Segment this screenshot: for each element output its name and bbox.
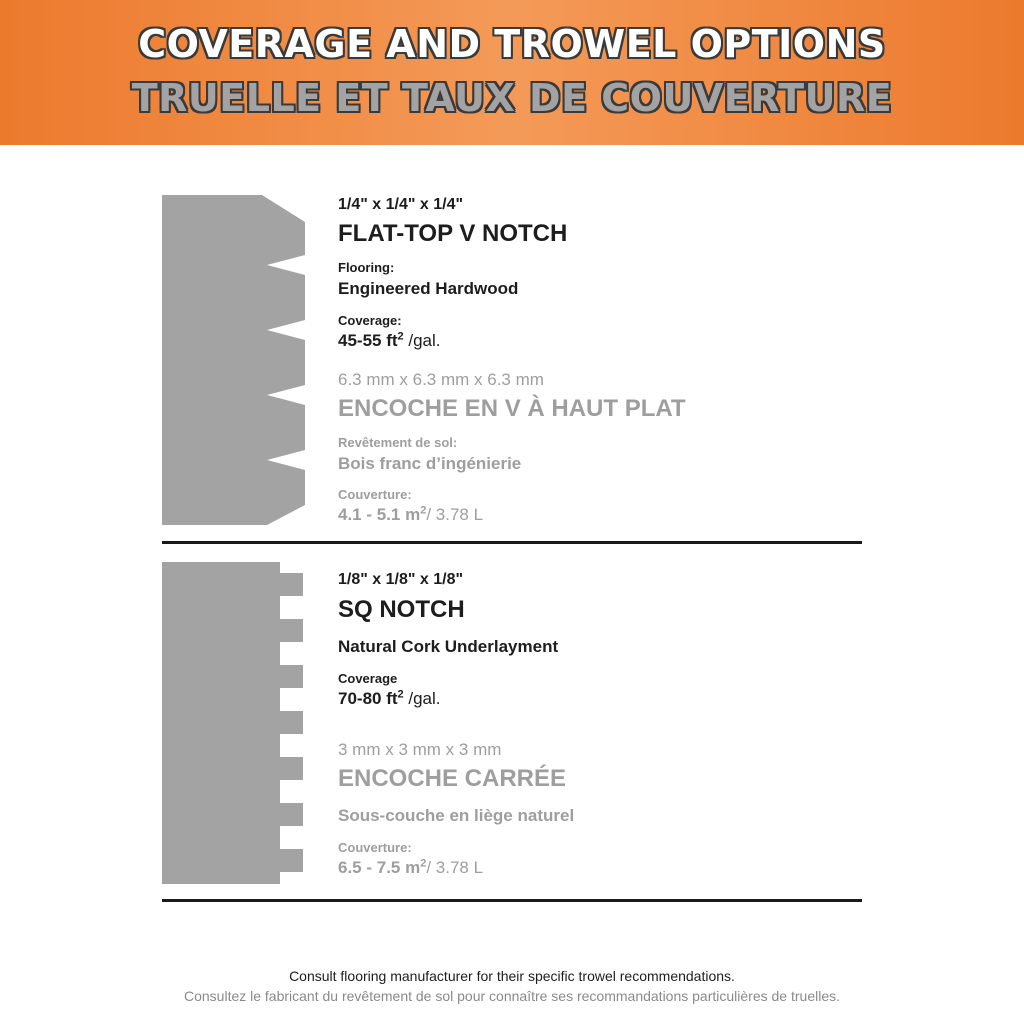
option-2-coverage-label: Coverage	[338, 671, 398, 686]
v-notch-trowel-icon	[162, 195, 307, 525]
option-1-coverage	[338, 331, 441, 351]
coverage-value: 45-55 ft	[338, 331, 398, 350]
option-1-flooring-fr: Bois franc d’ingénierie	[338, 454, 522, 473]
option-1-flooring-label: Flooring:	[338, 260, 395, 275]
option-2-size-fr: 3 mm x 3 mm x 3 mm	[338, 740, 502, 759]
coverage-unit-fr: / 3.78 L	[426, 505, 484, 524]
option-1-flooring: Engineered Hardwood	[338, 279, 519, 298]
option-2-size: 1/8" x 1/8" x 1/8"	[338, 571, 464, 588]
header-banner	[0, 0, 1024, 145]
coverage-value: 70-80 ft	[338, 689, 398, 708]
footer-note-english: Consult flooring manufacturer for their specific trowel recommendations.	[289, 968, 735, 984]
coverage-unit: /gal.	[403, 331, 441, 350]
option-1-name-fr: ENCOCHE EN V À HAUT PLAT	[338, 395, 686, 422]
option-2-coverage-label-fr: Couverture:	[338, 840, 412, 855]
divider-2	[162, 899, 862, 902]
coverage-value-fr: 4.1 - 5.1 m	[338, 505, 421, 524]
option-1-size: 1/4" x 1/4" x 1/4"	[338, 196, 464, 213]
coverage-value-fr: 6.5 - 7.5 m	[338, 858, 421, 877]
coverage-unit: /gal.	[403, 689, 441, 708]
title-english: COVERAGE AND TROWEL OPTIONS	[138, 22, 886, 66]
coverage-superscript-fr: 2	[420, 857, 427, 870]
option-2-flooring-fr: Sous-couche en liège naturel	[338, 806, 575, 825]
footer-note-french: Consultez le fabricant du revêtement de sol pour connaître ses recommandations particulières de truelles.	[183, 988, 840, 1004]
option-1-coverage-label-fr: Couverture:	[338, 487, 412, 502]
coverage-superscript: 2	[397, 330, 404, 343]
divider-1	[162, 541, 862, 544]
coverage-unit-fr: / 3.78 L	[426, 858, 484, 877]
option-1-flooring-label-fr: Revêtement de sol:	[338, 435, 458, 450]
option-1-size-fr: 6.3 mm x 6.3 mm x 6.3 mm	[338, 370, 544, 389]
option-2-coverage-fr	[338, 858, 483, 878]
coverage-superscript: 2	[397, 688, 404, 701]
option-2-name-fr: ENCOCHE CARRÉE	[338, 765, 567, 792]
option-1-name: FLAT-TOP V NOTCH	[338, 220, 568, 247]
square-notch-trowel-icon	[162, 562, 307, 884]
option-1-coverage-fr	[338, 505, 483, 525]
option-2-coverage	[338, 689, 441, 709]
coverage-superscript-fr: 2	[420, 504, 427, 517]
option-2-name: SQ NOTCH	[338, 596, 465, 623]
option-1-coverage-label: Coverage:	[338, 313, 402, 328]
title-french: TRUELLE ET TAUX DE COUVERTURE	[131, 76, 893, 120]
option-2-flooring: Natural Cork Underlayment	[338, 637, 559, 656]
